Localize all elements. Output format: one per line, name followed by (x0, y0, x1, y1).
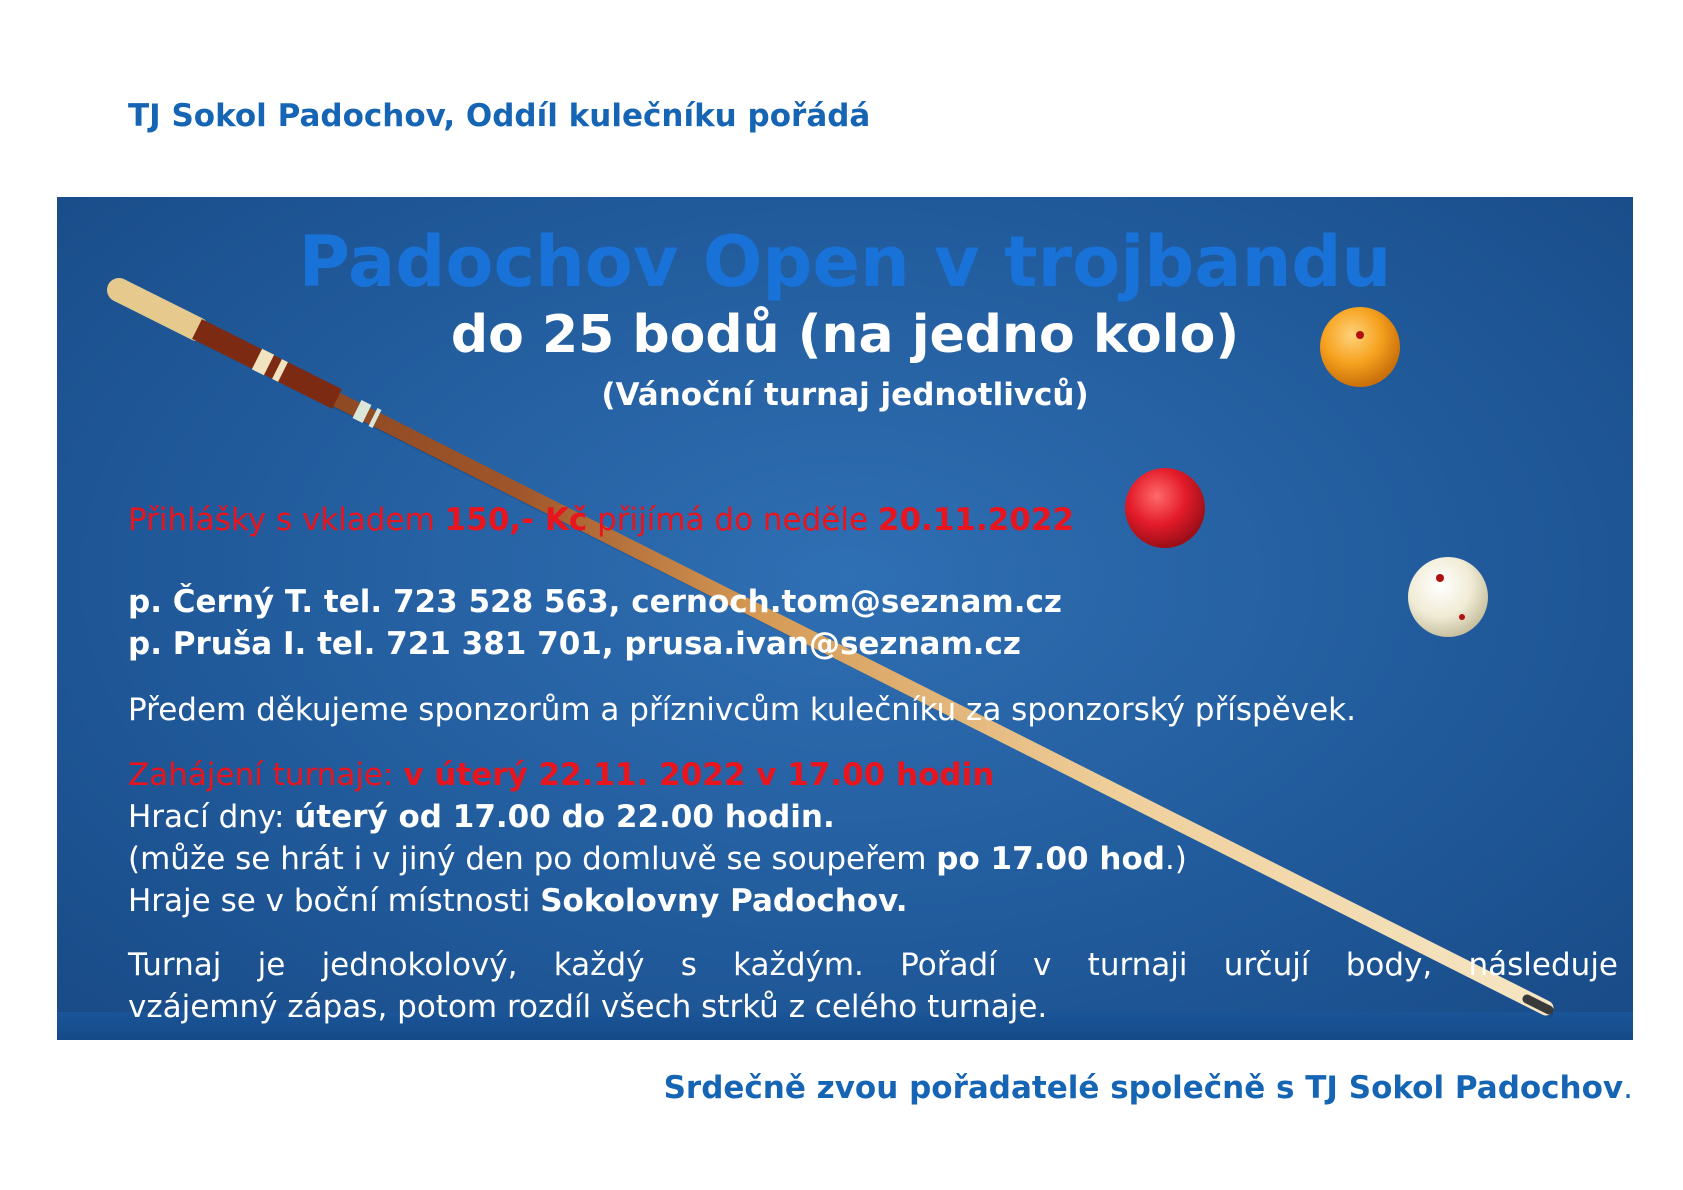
start-line (128, 757, 995, 793)
registration-text-2: přijímá do neděle (587, 502, 878, 538)
tournament-subtitle: (Vánoční turnaj jednotlivců) (601, 377, 1089, 413)
white-ball-icon (1408, 557, 1488, 637)
format-paragraph (128, 944, 1618, 1028)
organizer-heading: TJ Sokol Padochov, Oddíl kulečníku pořádá (128, 98, 871, 134)
poster-banner (57, 197, 1633, 1040)
tournament-title: Padochov Open v trojbandu (298, 221, 1392, 303)
contact-prusa: p. Pruša I. tel. 721 381 701, prusa.ivan@seznam.cz (128, 626, 1021, 662)
play-days-label: Hrací dny: (128, 799, 295, 835)
registration-deadline: 20.11.2022 (877, 502, 1075, 538)
start-label: Zahájení turnaje: (128, 757, 404, 793)
footer-dot: . (1623, 1070, 1633, 1106)
other-day-text: (může se hrát i v jiný den po domluvě se soupeřem (128, 841, 937, 877)
registration-line (128, 502, 1075, 538)
invitation-footer (664, 1070, 1633, 1106)
footer-text: Srdečně zvou pořadatelé společně s TJ Sokol Padochov (663, 1070, 1624, 1106)
sponsor-thanks: Předem děkujeme sponzorům a příznivcům kulečníku za sponzorský příspěvek. (128, 692, 1356, 728)
other-day-time: po 17.00 hod (936, 841, 1165, 877)
red-ball-icon (1125, 468, 1205, 548)
start-value: v úterý 22.11. 2022 v 17.00 hodin (403, 757, 995, 793)
play-days-value: úterý od 17.00 do 22.00 hodin. (294, 799, 835, 835)
play-days-line (128, 799, 835, 835)
venue-line (128, 883, 908, 919)
other-day-text-2: .) (1164, 841, 1187, 877)
registration-text: Přihlášky s vkladem (128, 502, 445, 538)
format-line-2: vzájemný zápas, potom rozdíl všech strků z celého turnaje. (128, 989, 1048, 1025)
venue-name: Sokolovny Padochov. (540, 883, 908, 919)
venue-text: Hraje se v boční místnosti (128, 883, 541, 919)
format-line-1: Turnaj je jednokolový, každý s každým. Pořadí v turnaji určují body, následuje (128, 947, 1618, 983)
registration-fee: 150,- Kč (444, 502, 588, 538)
other-day-line (128, 841, 1187, 877)
tournament-points: do 25 bodů (na jedno kolo) (450, 305, 1240, 365)
contact-cerny: p. Černý T. tel. 723 528 563, cernoch.tom@seznam.cz (128, 584, 1062, 620)
